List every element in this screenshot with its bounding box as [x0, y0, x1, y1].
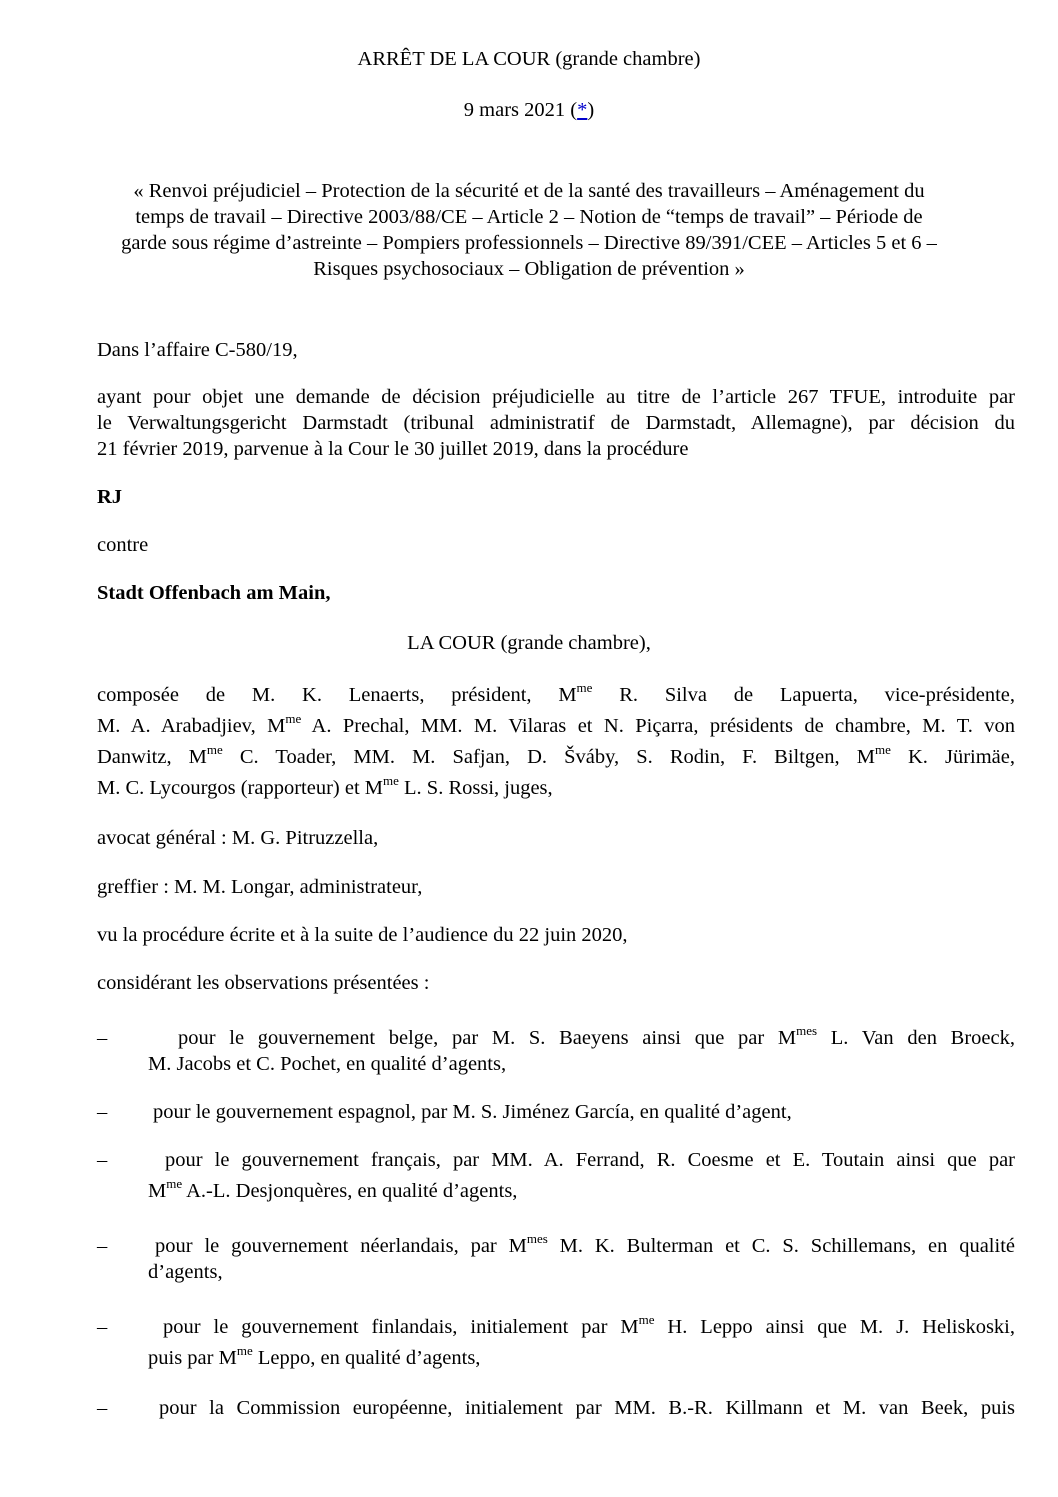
procedure-text: vu la procédure écrite et à la suite de l’audience du 22 juin 2020, [97, 924, 628, 946]
observation-finlandais-line-2: puis par $M^{me}$ Leppo, en qualité d’agents, [148, 1343, 481, 1369]
list-dash: – [97, 1316, 108, 1338]
composition-line-1: composée de M. K. Lenaerts, président, $M^{me}$ R. Silva de Lapuerta, vice‑présidente, [97, 680, 1015, 706]
observations-intro: considérant les observations présentées : [97, 972, 430, 994]
list-dash: – [97, 1397, 108, 1419]
observation-belge-line-2: M. Jacobs et C. Pochet, en qualité d’agents, [148, 1053, 507, 1075]
list-dash: – [97, 1235, 108, 1257]
list-dash: – [97, 1101, 108, 1123]
observation-neerlandais-line-2: d’agents, [148, 1261, 223, 1283]
advocate-general: avocat général : M. G. Pitruzzella, [97, 827, 379, 849]
case-number: Dans l’affaire C‑580/19, [97, 339, 298, 361]
party-defendant: Stadt Offenbach am Main, [97, 582, 331, 604]
object-line-3: 21 février 2019, parvenue à la Cour le 30 juillet 2019, dans la procédure [97, 438, 689, 460]
observation-francais-line-2: $M^{me}$ A.-L. Desjonquères, en qualité d’agents, [148, 1176, 518, 1202]
party-applicant: RJ [97, 486, 123, 508]
summary-line-4: Risques psychosociaux – Obligation de prévention » [313, 258, 745, 280]
list-dash: – [97, 1027, 108, 1049]
footnote-link[interactable]: * [577, 99, 588, 121]
observation-neerlandais-line-1: pour le gouvernement néerlandais, par $M^{mes}$ M. K. Bulterman et C. S. Schillemans, en qualité [155, 1231, 1015, 1257]
judgment-date: 9 mars 2021 (*) [463, 99, 595, 121]
registrar: greffier : M. M. Longar, administrateur, [97, 876, 423, 898]
observation-belge-line-1: pour le gouvernement belge, par M. S. Baeyens ainsi que par $M^{mes}$ L. Van den Broeck, [178, 1023, 1015, 1049]
list-dash: – [97, 1149, 108, 1171]
summary-line-3: garde sous régime d’astreinte – Pompiers professionnels – Directive 89/391/CEE – Articles 5 et 6 – [121, 232, 937, 254]
court-heading: LA COUR (grande chambre), [407, 632, 651, 654]
judgment-title: ARRÊT DE LA COUR (grande chambre) [357, 48, 701, 70]
summary-line-2: temps de travail – Directive 2003/88/CE – Article 2 – Notion de “temps de travail” – Période de [135, 206, 923, 228]
composition-line-3: Danwitz, $M^{me}$ C. Toader, MM. M. Safjan, D. Šváby, S. Rodin, F. Biltgen, $M^{me}$ K. Jürimäe, [97, 742, 1015, 768]
versus-text: contre [97, 534, 149, 556]
observation-francais-line-1: pour le gouvernement français, par MM. A. Ferrand, R. Coesme et E. Toutain ainsi que par [165, 1149, 1015, 1171]
object-line-2: le Verwaltungsgericht Darmstadt (tribunal administratif de Darmstadt, Allemagne), par décision du [97, 412, 1015, 434]
observation-commission-line-1: pour la Commission européenne, initialement par MM. B.‑R. Killmann et M. van Beek, puis [159, 1397, 1015, 1419]
summary-line-1: « Renvoi préjudiciel – Protection de la sécurité et de la santé des travailleurs – Aménagement du [133, 180, 925, 202]
observation-espagnol: pour le gouvernement espagnol, par M. S. Jiménez García, en qualité d’agent, [153, 1101, 792, 1123]
composition-line-2: M. A. Arabadjiev, $M^{me}$ A. Prechal, MM. M. Vilaras et N. Piçarra, présidents de chambre, M. T. von [97, 711, 1015, 737]
object-line-1: ayant pour objet une demande de décision préjudicielle au titre de l’article 267 TFUE, introduite par [97, 386, 1015, 408]
observation-finlandais-line-1: pour le gouvernement finlandais, initialement par $M^{me}$ H. Leppo ainsi que M. J. Heliskoski, [163, 1312, 1015, 1338]
composition-line-4: M. C. Lycourgos (rapporteur) et $M^{me}$ L. S. Rossi, juges, [97, 773, 553, 799]
